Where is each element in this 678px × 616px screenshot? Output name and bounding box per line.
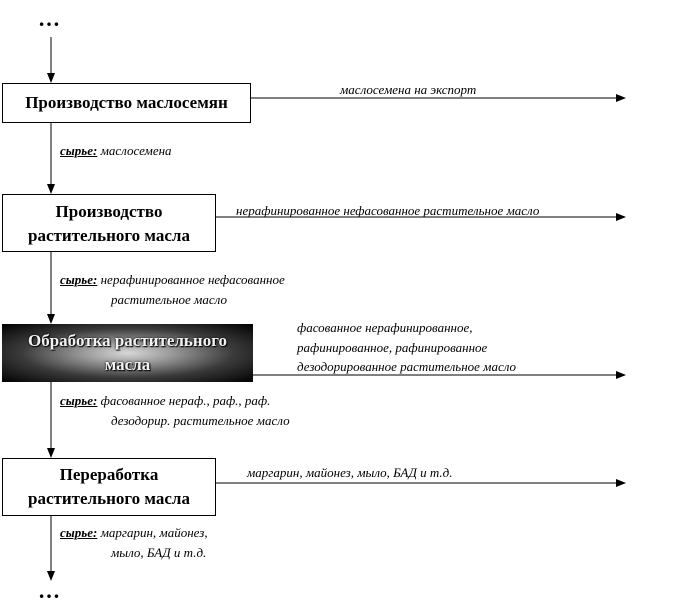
output-1-label: маслосемена на экспорт [340, 82, 477, 97]
input-4 [60, 523, 208, 543]
input-3-line-2: дезодорир. растительное масло [111, 413, 290, 428]
input-2-line-1: нерафинированное нефасованное [100, 272, 285, 287]
input-3 [60, 391, 270, 411]
input-2-prefix: сырье: [60, 272, 98, 287]
input-2-line-2: растительное масло [111, 292, 227, 307]
output-3-label-line-1: фасованное нерафинированное, [297, 320, 473, 335]
stage-oilseed-production [2, 83, 251, 123]
input-3-prefix: сырье: [60, 393, 98, 408]
stage-1-label: Производство маслосемян [25, 93, 228, 112]
input-1 [60, 141, 172, 161]
output-2-label: нерафинированное нефасованное растительное масло [236, 203, 540, 218]
input-3-line-1: фасованное нераф., раф., раф. [100, 393, 271, 408]
stage-3-label-line-1: Обработка растительного [27, 331, 228, 350]
stage-4-label-line-1: Переработка [59, 465, 159, 484]
stage-vegetable-oil-processing [2, 458, 216, 516]
input-1-prefix: сырье: [60, 143, 98, 158]
bottom-ellipsis: … [38, 578, 60, 603]
input-4-line-2: мыло, БАД и т.д. [111, 545, 207, 560]
top-ellipsis: … [38, 6, 60, 31]
stage-2-label-line-1: Производство [55, 202, 163, 221]
output-3-label-line-2: рафинированное, рафинированное [297, 340, 488, 355]
input-2 [60, 270, 285, 290]
input-1-line-1: маслосемена [100, 143, 172, 158]
stage-4-label-line-2: растительного масла [28, 489, 190, 508]
input-4-line-1: маргарин, майонез, [100, 525, 208, 540]
stage-vegetable-oil-treatment [2, 324, 253, 382]
input-4-prefix: сырье: [60, 525, 98, 540]
stage-3-label-line-2: масла [104, 355, 151, 374]
stage-2-label-line-2: растительного масла [28, 226, 190, 245]
output-3-label-line-3: дезодорированное растительное масло [297, 359, 517, 374]
stage-vegetable-oil-production [2, 194, 216, 252]
output-4-label: маргарин, майонез, мыло, БАД и т.д. [247, 465, 453, 480]
